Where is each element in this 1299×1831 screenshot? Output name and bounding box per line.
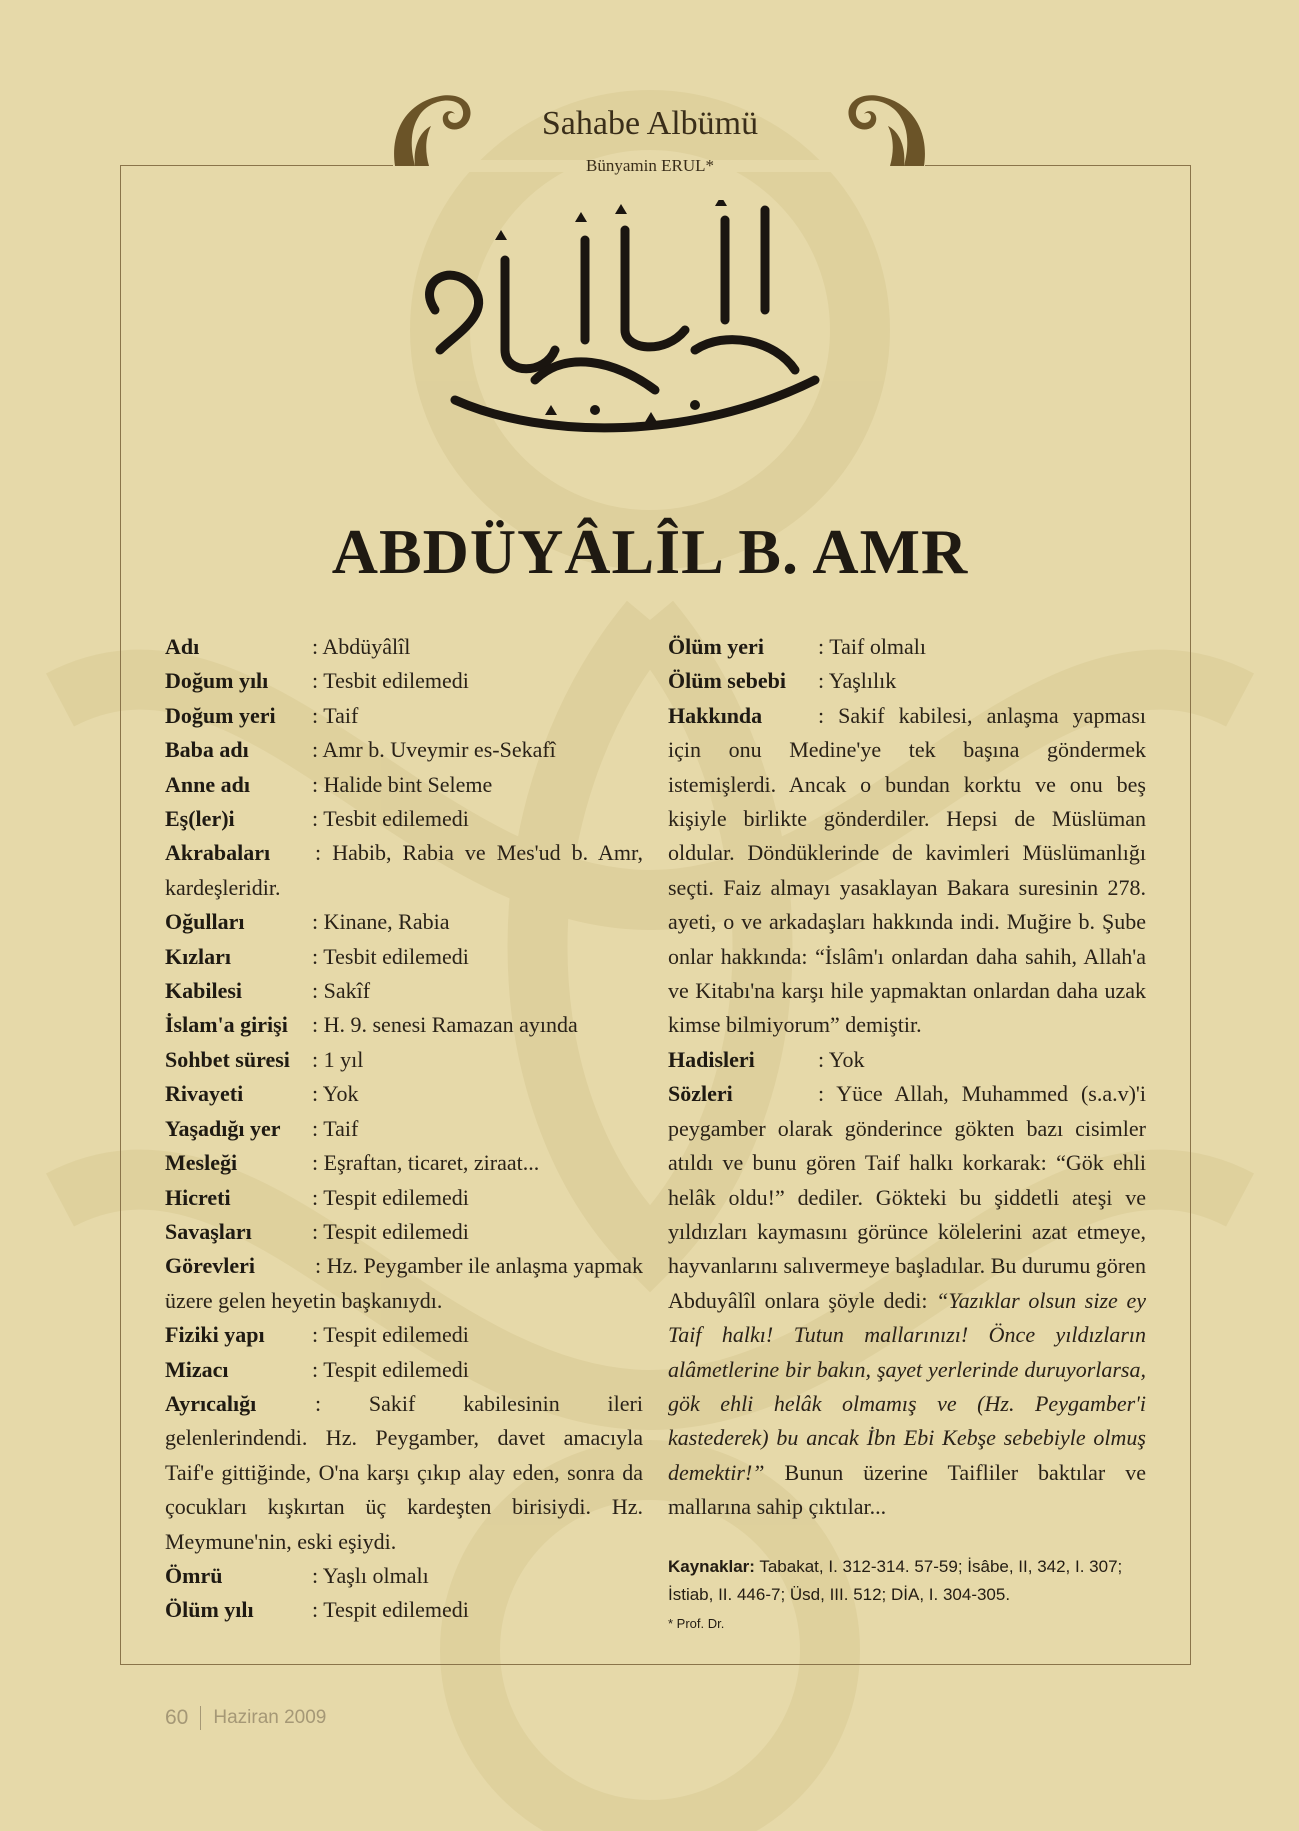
info-label: Ömrü [165,1562,223,1588]
info-row [165,802,643,836]
left-column [165,630,643,1628]
info-row [165,699,643,733]
info-value: : Yaşlı olmalı [312,1562,429,1588]
info-value: : Tesbit edilemedi [312,806,469,832]
info-label: Mesleği [165,1150,238,1176]
info-row [165,1559,643,1593]
info-value: : Taif olmalı [818,634,927,659]
info-label: Kabilesi [165,978,243,1004]
info-value: : Abdüyâlîl [312,634,411,659]
sources: Kaynaklar: Tabakat, I. 312-314. 57-59; İsâbe, II, 342, I. 307; İstiab, II. 446-7; Üsd, III. 512; DİA, I. 304-305. [668,1557,1123,1604]
akrabalar-entry: Akrabaları : Habib, Rabia ve Mes'ud b. Amr, kardeşleridir. [165,840,643,900]
info-value: : Kinane, Rabia [312,909,450,935]
info-label: Ölüm yeri [668,634,764,659]
info-label: Sohbet süresi [165,1046,290,1072]
info-row [165,733,643,767]
info-label: Adı [165,634,200,659]
footnote: * Prof. Dr. [668,1616,725,1631]
info-label: Hicreti [165,1184,231,1210]
info-label: Baba adı [165,737,249,763]
info-value: : Sakîf [312,978,371,1004]
info-value: : Taif [312,702,359,728]
info-row [165,1112,643,1146]
info-value: : H. 9. senesi Ramazan ayında [312,1012,578,1038]
section-title: Sahabe Albümü [541,105,759,142]
info-row-hadisleri: Hadisleri : Yok [668,1046,865,1072]
info-row [165,974,643,1008]
info-label: Yaşadığı yer [165,1115,281,1141]
info-label: Anne adı [165,771,250,797]
info-row [668,630,1146,664]
info-value: : Halide bint Seleme [312,771,493,797]
info-row [165,940,643,974]
ayricaligi-entry: Ayrıcalığı : Sakif kabilesinin ileri gelenlerindendi. Hz. Peygamber, davet amacıyla Taif'e gittiğinde, O'na karşı çıkıp alay eden, sonra da çocukları kışkırtan üç kardeşten birisiydi. Hz. Meymune'nin, eski eşiydi. [165,1390,643,1554]
hakkinda-entry: Hakkında : Sakif kabilesi, anlaşma yapması için onu Medine'ye tek başına göndermek istemişlerdi. Ancak o bundan korktu ve onu beş kişiyle birlikte gönderdiler. Hepsi de Müslüman oldular. Döndüklerinde de kavimleri Müslümanlığı seçti. Faiz almayı yasaklayan Bakara suresinin 278. ayeti, o ve arkadaşları hakkında indi. Muğire b. Şube onlar hakkında: “İslâm'ı onlardan daha sahih, Allah'a ve Kitabı'na karşı hile yapmaktan onlardan daha uzak kimse bilmiyorum” demiştir. [668,702,1146,1038]
info-label: Eş(ler)i [165,806,235,832]
right-column [668,630,1146,1525]
info-value: : Yok [312,1081,359,1107]
info-value: : Eşraftan, ticaret, ziraat... [312,1150,540,1176]
info-row [165,1181,643,1215]
info-row [165,905,643,939]
page-footer [165,1706,326,1730]
info-label: Ölüm yılı [165,1597,254,1623]
info-row [165,1008,643,1042]
info-label: Fiziki yapı [165,1322,265,1348]
info-row [165,768,643,802]
info-value: : Taif [312,1115,359,1141]
arabic-calligraphy-image [395,200,855,470]
info-value: : Tespit edilemedi [312,1322,469,1348]
info-value: : Tesbit edilemedi [312,668,469,694]
info-value: : Tespit edilemedi [312,1597,469,1623]
info-label: İslam'a girişi [165,1012,288,1038]
info-row [165,664,643,698]
info-value: : 1 yıl [312,1046,364,1072]
info-label: Oğulları [165,909,245,935]
info-label: Rivayeti [165,1081,244,1107]
info-label: Savaşları [165,1218,252,1244]
article-title: ABDÜYÂLÎL B. AMR [331,516,969,587]
issue-date: Haziran 2009 [213,1707,327,1728]
info-row [165,1043,643,1077]
corner-ornament-right-icon [842,88,934,168]
info-label: Doğum yılı [165,668,269,694]
info-label: Kızları [165,943,231,969]
info-value: : Tespit edilemedi [312,1184,469,1210]
page-number: 60 [165,1706,189,1729]
info-row [165,1077,643,1111]
info-row [668,664,1146,698]
footer-divider [200,1706,201,1730]
info-row [165,630,643,664]
sozleri-quote: “Yazıklar olsun size ey Taif halkı! Tutun mallarınızı! Önce yıldızların alâmetlerine bir bakın, şayet yerlerinde duruyorlarsa, gök ehli helâk olmamış ve (Hz. Peygamber'i kastederek) bu ancak İbn Ebi Kebşe sebebiyle olmuş demektir!” [668,1287,1146,1485]
info-value: : Tespit edilemedi [312,1356,469,1382]
info-value: : Tespit edilemedi [312,1218,469,1244]
info-label: Mizacı [165,1356,229,1382]
info-row [165,1353,643,1387]
info-value: : Tesbit edilemedi [312,943,469,969]
sozleri-entry: Sözleri : Yüce Allah, Muhammed (s.a.v)'i peygamber olarak gönderince gökten bazı cisimler atıldı ve bunu gören Taif halkı korkarak: “Gök ehli helâk oldu!” dediler. Gökteki bu şiddetli ateşi ve yıldızları kaymasını görünce kölelerini azat etmeye, hayvanlarını salıvermeye başladılar. Bu durumu gören Abduyâlîl onlara şöyle dedi: “Yazıklar olsun size ey Taif halkı! Tutun mallarınızı! Önce yıldızların alâmetlerine bir bakın, şayet yerlerinde duruyorlarsa, gök ehli helâk olmamış ve (Hz. Peygamber'i kastederek) bu ancak İbn Ebi Kebşe sebebiyle olmuş demektir!” Bunun üzerine Taifliler baktılar ve mallarına sahip çıktılar... [668,1081,1146,1520]
author-name: Bünyamin ERUL* [586,156,714,175]
info-label: Ölüm sebebi [668,668,786,694]
info-row [165,1215,643,1249]
info-label: Doğum yeri [165,702,276,728]
info-row [165,1146,643,1180]
info-value: : Yaşlılık [818,668,897,694]
gorevleri-entry: Görevleri : Hz. Peygamber ile anlaşma yapmak üzere gelen heyetin başkanıydı. [165,1253,643,1313]
info-row [165,1593,643,1627]
info-value: : Amr b. Uveymir es-Sekafî [312,737,556,763]
info-row [165,1318,643,1352]
